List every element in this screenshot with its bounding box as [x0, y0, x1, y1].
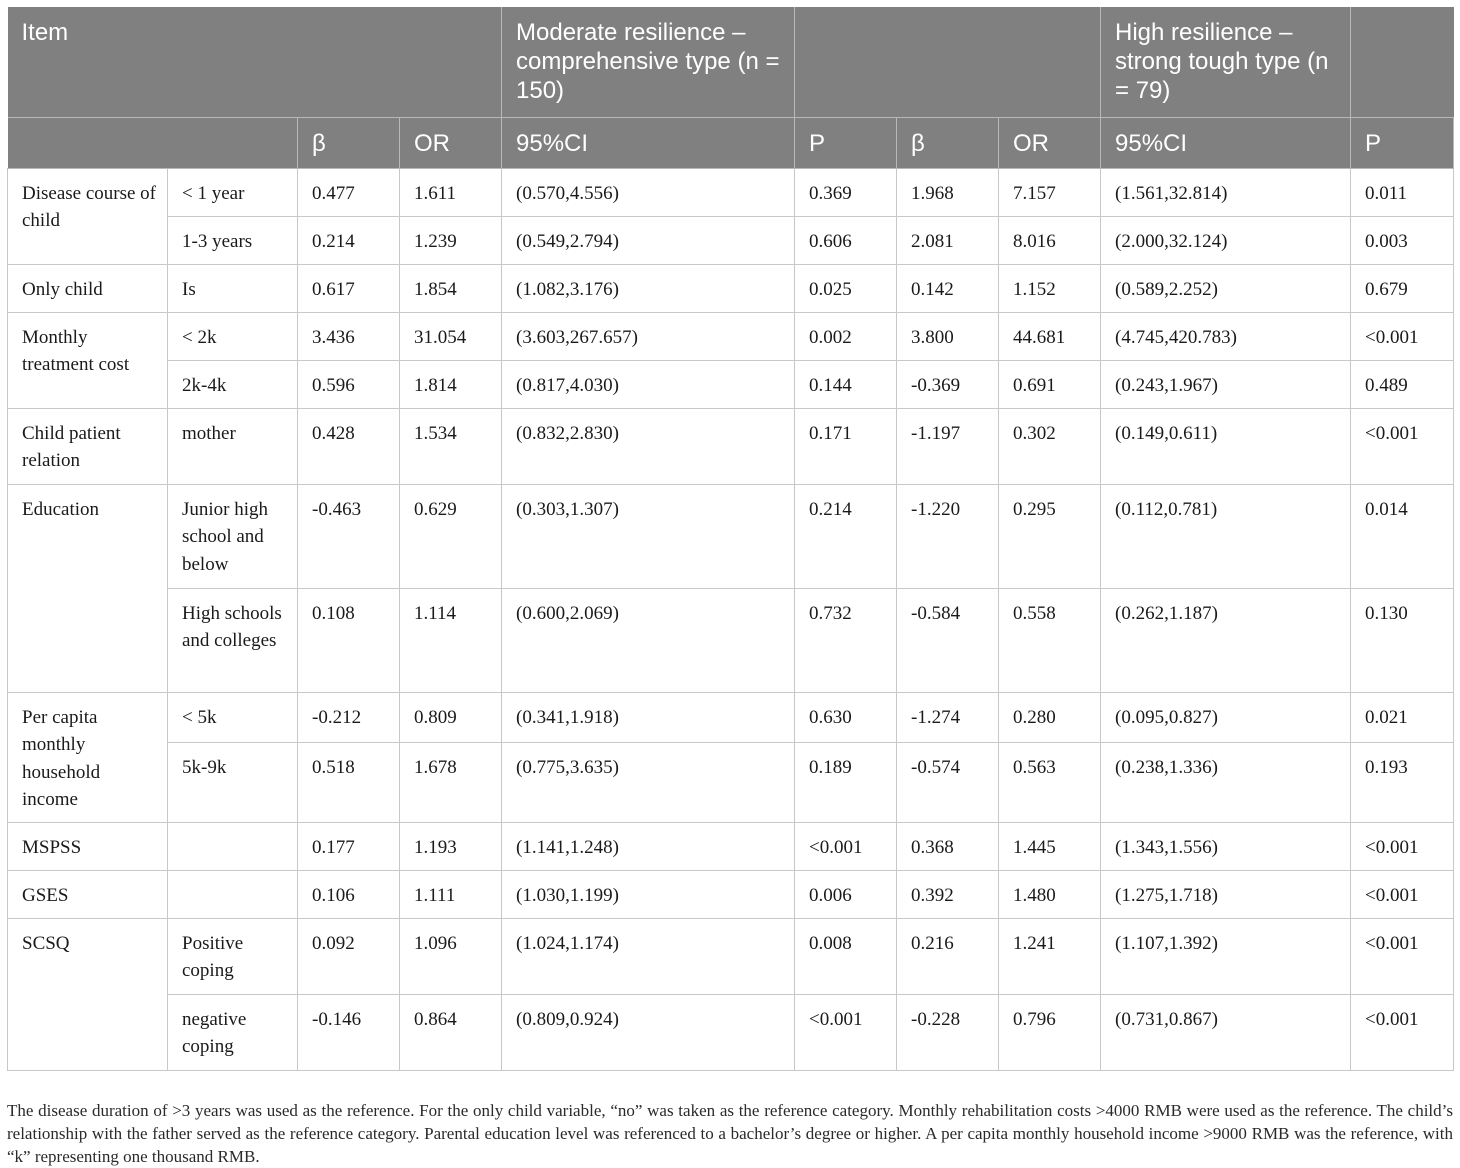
cell-or-1: 1.193	[400, 822, 502, 870]
cell-ci-2: (2.000,32.124)	[1101, 216, 1351, 264]
cell-p-1: 0.002	[795, 312, 897, 360]
cell-p-2: 0.130	[1351, 588, 1454, 692]
cell-ci-2: (1.107,1.392)	[1101, 918, 1351, 994]
cell-or-2: 0.796	[999, 994, 1101, 1070]
cell-beta-1: 0.518	[298, 742, 400, 822]
table-row	[8, 742, 1454, 822]
header-spacer-2	[1351, 7, 1454, 117]
cell-beta-1: 0.428	[298, 408, 400, 484]
row-sub: < 2k	[168, 312, 298, 360]
cell-beta-1: 0.214	[298, 216, 400, 264]
cell-beta-2: -1.197	[897, 408, 999, 484]
row-item-only-child: Only child	[8, 264, 168, 312]
cell-ci-2: (1.343,1.556)	[1101, 822, 1351, 870]
cell-p-1: <0.001	[795, 994, 897, 1070]
header-or-1: OR	[400, 117, 502, 168]
cell-beta-1: 0.092	[298, 918, 400, 994]
cell-or-1: 1.111	[400, 870, 502, 918]
cell-ci-1: (0.832,2.830)	[502, 408, 795, 484]
cell-ci-2: (0.731,0.867)	[1101, 994, 1351, 1070]
cell-p-2: <0.001	[1351, 408, 1454, 484]
row-item-education: Education	[8, 484, 168, 692]
table-row	[8, 870, 1454, 918]
cell-ci-2: (4.745,420.783)	[1101, 312, 1351, 360]
table-row	[8, 360, 1454, 408]
cell-ci-1: (0.303,1.307)	[502, 484, 795, 588]
cell-p-1: 0.171	[795, 408, 897, 484]
row-sub: Is	[168, 264, 298, 312]
row-sub: 5k-9k	[168, 742, 298, 822]
row-sub: mother	[168, 408, 298, 484]
cell-p-1: 0.630	[795, 692, 897, 742]
cell-p-1: 0.008	[795, 918, 897, 994]
header-beta-2: β	[897, 117, 999, 168]
cell-ci-2: (0.589,2.252)	[1101, 264, 1351, 312]
cell-ci-1: (0.549,2.794)	[502, 216, 795, 264]
cell-or-1: 1.854	[400, 264, 502, 312]
table-row	[8, 408, 1454, 484]
cell-ci-1: (0.600,2.069)	[502, 588, 795, 692]
cell-ci-2: (0.238,1.336)	[1101, 742, 1351, 822]
table-row	[8, 484, 1454, 588]
cell-p-2: <0.001	[1351, 312, 1454, 360]
row-sub: 1-3 years	[168, 216, 298, 264]
cell-or-1: 31.054	[400, 312, 502, 360]
cell-p-1: 0.606	[795, 216, 897, 264]
table-row	[8, 822, 1454, 870]
row-item-gses: GSES	[8, 870, 168, 918]
cell-p-2: 0.014	[1351, 484, 1454, 588]
cell-or-1: 0.809	[400, 692, 502, 742]
cell-or-1: 1.114	[400, 588, 502, 692]
table-row	[8, 168, 1454, 216]
cell-p-1: 0.025	[795, 264, 897, 312]
cell-beta-1: -0.463	[298, 484, 400, 588]
table-row	[8, 264, 1454, 312]
cell-p-2: <0.001	[1351, 870, 1454, 918]
cell-p-1: 0.732	[795, 588, 897, 692]
cell-p-2: 0.193	[1351, 742, 1454, 822]
header-or-2: OR	[999, 117, 1101, 168]
cell-or-1: 0.629	[400, 484, 502, 588]
header-beta-1: β	[298, 117, 400, 168]
cell-p-2: 0.489	[1351, 360, 1454, 408]
cell-ci-1: (1.082,3.176)	[502, 264, 795, 312]
header-group-moderate: Moderate resilience – comprehensive type (n = 150)	[502, 7, 795, 117]
cell-beta-2: -0.584	[897, 588, 999, 692]
header-ci-2: 95%CI	[1101, 117, 1351, 168]
cell-p-1: <0.001	[795, 822, 897, 870]
cell-ci-2: (1.275,1.718)	[1101, 870, 1351, 918]
header-spacer-1	[795, 7, 1101, 117]
cell-beta-2: 0.368	[897, 822, 999, 870]
cell-or-2: 1.480	[999, 870, 1101, 918]
cell-beta-1: 0.477	[298, 168, 400, 216]
cell-p-2: 0.003	[1351, 216, 1454, 264]
row-item-disease-course: Disease course of child	[8, 168, 168, 264]
cell-p-1: 0.369	[795, 168, 897, 216]
cell-beta-2: 0.392	[897, 870, 999, 918]
cell-beta-2: -0.228	[897, 994, 999, 1070]
cell-or-2: 8.016	[999, 216, 1101, 264]
cell-or-1: 1.814	[400, 360, 502, 408]
cell-beta-1: 0.617	[298, 264, 400, 312]
cell-beta-1: 0.177	[298, 822, 400, 870]
cell-beta-2: -0.574	[897, 742, 999, 822]
cell-ci-2: (0.149,0.611)	[1101, 408, 1351, 484]
cell-or-2: 0.280	[999, 692, 1101, 742]
cell-ci-1: (1.024,1.174)	[502, 918, 795, 994]
header-blank	[8, 117, 298, 168]
cell-ci-1: (0.570,4.556)	[502, 168, 795, 216]
table-row	[8, 692, 1454, 742]
cell-beta-1: -0.146	[298, 994, 400, 1070]
cell-p-2: <0.001	[1351, 822, 1454, 870]
cell-p-2: 0.011	[1351, 168, 1454, 216]
cell-or-2: 0.558	[999, 588, 1101, 692]
cell-p-1: 0.006	[795, 870, 897, 918]
row-item-household-income: Per capita monthly household income	[8, 692, 168, 822]
row-item-mspss: MSPSS	[8, 822, 168, 870]
table-row	[8, 216, 1454, 264]
cell-or-1: 1.611	[400, 168, 502, 216]
header-p-1: P	[795, 117, 897, 168]
row-sub: High schools and colleges	[168, 588, 298, 692]
cell-or-2: 0.563	[999, 742, 1101, 822]
cell-beta-1: 3.436	[298, 312, 400, 360]
cell-p-1: 0.144	[795, 360, 897, 408]
header-group-high: High resilience – strong tough type (n = 79)	[1101, 7, 1351, 117]
cell-ci-1: (1.030,1.199)	[502, 870, 795, 918]
table-footnote: The disease duration of >3 years was used as the reference. For the only child variable, “no” was taken as the reference category. Monthly rehabilitation costs >4000 RMB were used as the reference. The child’s relationship with the father served as the reference category. Parental education level was referenced to a bachelor’s degree or higher. A per capita monthly household income >9000 RMB was the reference, with “k” representing one thousand RMB.	[7, 1101, 1453, 1166]
cell-ci-1: (3.603,267.657)	[502, 312, 795, 360]
cell-beta-1: 0.106	[298, 870, 400, 918]
cell-or-2: 1.152	[999, 264, 1101, 312]
cell-ci-2: (0.243,1.967)	[1101, 360, 1351, 408]
cell-ci-1: (0.817,4.030)	[502, 360, 795, 408]
cell-ci-1: (0.341,1.918)	[502, 692, 795, 742]
cell-ci-2: (0.112,0.781)	[1101, 484, 1351, 588]
cell-beta-1: 0.108	[298, 588, 400, 692]
cell-beta-1: 0.596	[298, 360, 400, 408]
table-row	[8, 994, 1454, 1070]
header-ci-1: 95%CI	[502, 117, 795, 168]
row-sub: negative coping	[168, 994, 298, 1070]
table-row	[8, 312, 1454, 360]
cell-ci-1: (0.775,3.635)	[502, 742, 795, 822]
cell-beta-2: 0.142	[897, 264, 999, 312]
regression-table-container	[7, 7, 1453, 1071]
cell-beta-2: -1.220	[897, 484, 999, 588]
table-row	[8, 588, 1454, 692]
table-body	[8, 168, 1454, 1070]
cell-p-2: <0.001	[1351, 994, 1454, 1070]
regression-table	[7, 7, 1454, 1071]
row-sub	[168, 822, 298, 870]
cell-or-1: 1.239	[400, 216, 502, 264]
table-header	[8, 7, 1454, 168]
cell-or-2: 0.691	[999, 360, 1101, 408]
cell-beta-2: 2.081	[897, 216, 999, 264]
cell-ci-1: (1.141,1.248)	[502, 822, 795, 870]
cell-beta-2: 3.800	[897, 312, 999, 360]
cell-ci-2: (1.561,32.814)	[1101, 168, 1351, 216]
row-sub: 2k-4k	[168, 360, 298, 408]
cell-p-2: 0.021	[1351, 692, 1454, 742]
cell-or-2: 0.295	[999, 484, 1101, 588]
cell-p-1: 0.189	[795, 742, 897, 822]
cell-or-1: 1.096	[400, 918, 502, 994]
row-sub: < 1 year	[168, 168, 298, 216]
row-sub	[168, 870, 298, 918]
row-item-scsq: SCSQ	[8, 918, 168, 1070]
cell-or-1: 0.864	[400, 994, 502, 1070]
row-sub: Junior high school and below	[168, 484, 298, 588]
cell-beta-2: 0.216	[897, 918, 999, 994]
cell-p-1: 0.214	[795, 484, 897, 588]
cell-ci-2: (0.262,1.187)	[1101, 588, 1351, 692]
row-item-relation: Child patient relation	[8, 408, 168, 484]
cell-or-2: 7.157	[999, 168, 1101, 216]
cell-beta-1: -0.212	[298, 692, 400, 742]
header-item: Item	[8, 7, 502, 117]
cell-or-2: 44.681	[999, 312, 1101, 360]
table-row	[8, 918, 1454, 994]
cell-beta-2: 1.968	[897, 168, 999, 216]
row-sub: < 5k	[168, 692, 298, 742]
cell-ci-1: (0.809,0.924)	[502, 994, 795, 1070]
row-sub: Positive coping	[168, 918, 298, 994]
cell-ci-2: (0.095,0.827)	[1101, 692, 1351, 742]
cell-p-2: <0.001	[1351, 918, 1454, 994]
cell-or-2: 0.302	[999, 408, 1101, 484]
header-p-2: P	[1351, 117, 1454, 168]
cell-beta-2: -1.274	[897, 692, 999, 742]
cell-or-1: 1.678	[400, 742, 502, 822]
cell-beta-2: -0.369	[897, 360, 999, 408]
row-item-treatment-cost: Monthly treatment cost	[8, 312, 168, 408]
cell-or-2: 1.241	[999, 918, 1101, 994]
cell-p-2: 0.679	[1351, 264, 1454, 312]
cell-or-1: 1.534	[400, 408, 502, 484]
cell-or-2: 1.445	[999, 822, 1101, 870]
